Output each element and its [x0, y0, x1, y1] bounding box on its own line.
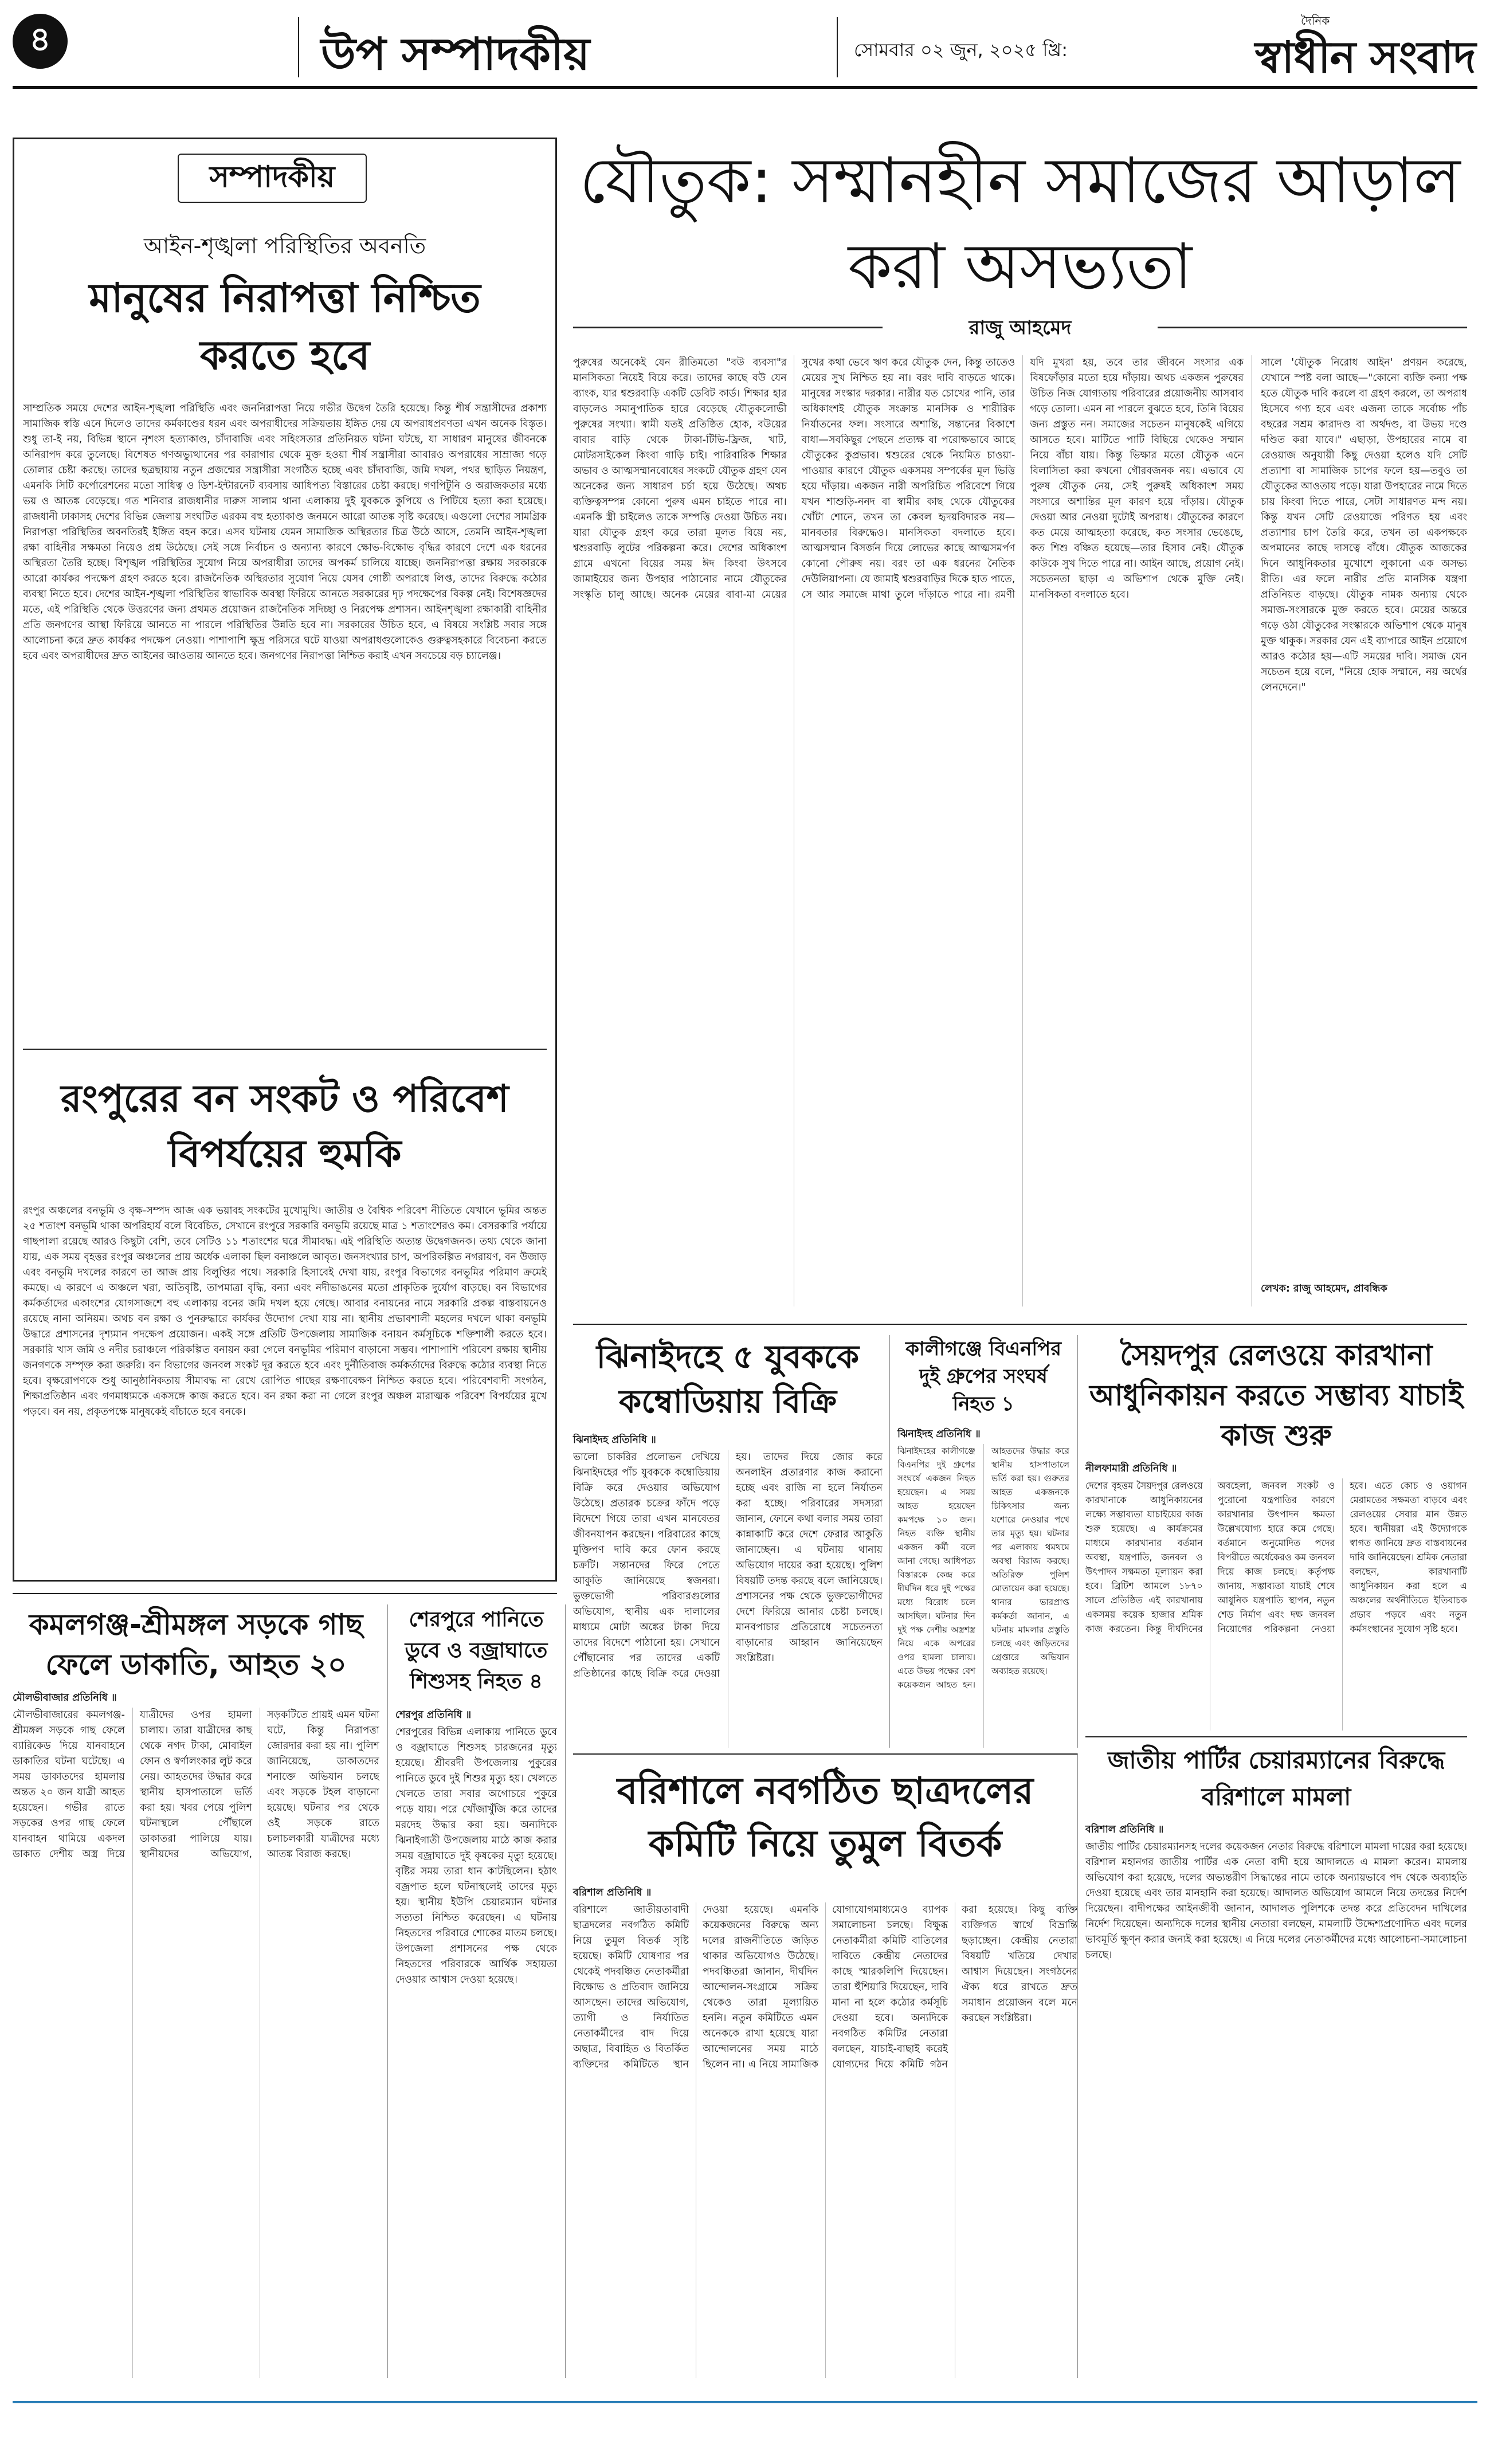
editorial-divider: [23, 1049, 547, 1050]
sherpur-dateline: শেরপুর প্রতিনিধি ॥: [395, 1709, 472, 1721]
saidpur-headline: সৈয়দপুর রেলওয়ে কারখানা আধুনিকায়ন করতে সম্ভাব্য যাচাই কাজ শুরু: [1089, 1339, 1463, 1452]
masthead-rule: [13, 86, 1477, 89]
footer-rule: [13, 2401, 1477, 2403]
barishal-headline: বরিশালে নবগঠিত ছাত্রদলের কমিটি নিয়ে তুমুল বিতর্ক: [617, 1770, 1034, 1865]
jatiya-headline: জাতীয় পার্টির চেয়ারম্যানের বিরুদ্ধে বরিশালে মামলা: [1107, 1746, 1445, 1811]
jatiya-body: জাতীয় পার্টির চেয়ারম্যানসহ দলের কয়েকজন নেতার বিরুদ্ধে বরিশালে মামলা দায়ের করা হয়েছে। বরিশাল মহানগর জাতীয় পার্টির এক নেতা বাদী হয়ে আদালতে এ মামলা করেন। মামলায় অভিযোগ করা হয়েছে, দলের অভ্যন্তরীণ সিদ্ধান্তের নামে তাকে অন্যায়ভাবে পদ থেকে অব্যাহতি দেওয়া হয়েছে এবং তার মানহানি করা হয়েছে। আদালত অভিযোগ আমলে নিয়ে তদন্তের নির্দেশ দিয়েছেন। বাদীপক্ষের আইনজীবী জানান, আদালত পুলিশকে তদন্ত করে প্রতিবেদন দাখিলের নির্দেশ দিয়েছেন। অন্যদিকে দলের স্থানীয় নেতারা বলছেন, মামলাটি উদ্দেশ্যপ্রণোদিত এবং দলের ভাবমূর্তি ক্ষুণ্ন করার জন্যই করা হয়েছে। এ নিয়ে দলের নেতাকর্মীদের মধ্যে আলোচনা-সমালোচনা চলছে।: [1085, 1841, 1467, 1961]
kamalganj-dateline: মৌলভীবাজার প্রতিনিধি ॥: [13, 1692, 117, 1704]
middle-bottom-rule: [1085, 1736, 1467, 1737]
dowry-headline: যৌতুক: সম্মানহীন সমাজের আড়াল করা অসভ্যতা: [579, 144, 1461, 303]
forest-headline: রংপুরের বন সংকট ও পরিবেশ বিপর্যয়ের হুমকি: [61, 1077, 509, 1176]
jhenaidah-body: ভালো চাকরির প্রলোভন দেখিয়ে ঝিনাইদহের পাঁচ যুবককে কম্বোডিয়ায় বিক্রি করে দেওয়ার অভিযোগ উঠেছে। প্রতারক চক্রের ফাঁদে পড়ে বিদেশে গিয়ে তারা এখন মানবেতর জীবনযাপন করছেন। পরিবারের কাছে মুক্তিপণ দাবি করে ফোন করছে চক্রটি। সন্তানদের ফিরে পেতে আকুতি জানিয়েছে স্বজনরা। ভুক্তভোগী পরিবারগুলোর অভিযোগ, স্থানীয় এক দালালের মাধ্যমে মোটা অঙ্কের টাকা দিয়ে তাদের বিদেশে পাঠানো হয়। সেখানে পৌঁছানোর পর তাদের একটি প্রতিষ্ঠানের কাছে বিক্রি করে দেওয়া হয়। তাদের দিয়ে জোর করে অনলাইন প্রতারণার কাজ করানো হচ্ছে এবং রাজি না হলে নির্যাতন করা হচ্ছে। পরিবারের সদস্যরা জানান, ফোনে কথা বলার সময় তারা কান্নাকাটি করে দেশে ফেরার আকুতি জানাচ্ছেন। এ ঘটনায় থানায় অভিযোগ দায়ের করা হয়েছে। পুলিশ বিষয়টি তদন্ত করছে বলে জানিয়েছে। প্রশাসনের পক্ষ থেকে ভুক্তভোগীদের দেশে ফিরিয়ে আনার চেষ্টা চলছে। মানবপাচার প্রতিরোধে সচেতনতা বাড়ানোর আহ্বান জানিয়েছেন সংশ্লিষ্টরা।: [573, 1451, 883, 1680]
masthead-divider-right: [837, 17, 838, 77]
editorial-kicker: আইন-শৃঙ্খলা পরিস্থিতির অবনতি: [143, 233, 426, 258]
editorial-headline: মানুষের নিরাপত্তা নিশ্চিত করতে হবে: [89, 274, 481, 379]
page-number: ৪: [13, 14, 68, 69]
col-divider-5: [1077, 1753, 1078, 2378]
col-divider-3: [387, 1604, 388, 2378]
paper-tagline: দৈনিক: [1301, 14, 1330, 28]
barishal-dateline: বরিশাল প্রতিনিধি ॥: [573, 1887, 652, 1898]
dowry-bottom-rule: [573, 1324, 1467, 1325]
kaliganj-headline: কালীগঞ্জে বিএনপির দুই গ্রুপের সংঘর্ষ নিহত ১: [905, 1337, 1061, 1415]
kamalganj-body: মৌলভীবাজারের কমলগঞ্জ-শ্রীমঙ্গল সড়কে গাছ ফেলে ব্যারিকেড দিয়ে যানবাহনে ডাকাতির ঘটনা ঘটেছে। এ সময় ডাকাতদের হামলায় অন্তত ২০ জন যাত্রী আহত হয়েছেন। গভীর রাতে সড়কের ওপর গাছ ফেলে যানবাহন থামিয়ে একদল ডাকাত দেশীয় অস্ত্র দিয়ে যাত্রীদের ওপর হামলা চালায়। তারা যাত্রীদের কাছ থেকে নগদ টাকা, মোবাইল ফোন ও স্বর্ণালংকার লুট করে নেয়। আহতদের উদ্ধার করে স্থানীয় হাসপাতালে ভর্তি করা হয়। খবর পেয়ে পুলিশ ঘটনাস্থলে পৌঁছালে ডাকাতরা পালিয়ে যায়। স্থানীয়দের অভিযোগ, সড়কটিতে প্রায়ই এমন ঘটনা ঘটে, কিন্তু নিরাপত্তা জোরদার করা হয় না। পুলিশ জানিয়েছে, ডাকাতদের শনাক্তে অভিযান চলছে এবং সড়কে টহল বাড়ানো হয়েছে। ঘটনার পর থেকে ওই সড়কে রাতে চলাচলকারী যাত্রীদের মধ্যে আতঙ্ক বিরাজ করছে।: [13, 1709, 379, 1860]
dowry-author: রাজু আহমেদ: [883, 314, 1158, 342]
sherpur-headline: শেরপুরে পানিতে ডুবে ও বজ্রাঘাতে শিশুসহ নিহত ৪: [405, 1608, 548, 1693]
col-divider-1: [889, 1335, 890, 1748]
saidpur-body: দেশের বৃহত্তম সৈয়দপুর রেলওয়ে কারখানাকে আধুনিকায়নের লক্ষ্যে সম্ভাব্যতা যাচাইয়ের কাজ শুরু হয়েছে। এ কার্যক্রমের মাধ্যমে কারখানার বর্তমান অবস্থা, যন্ত্রপাতি, জনবল ও উৎপাদন সক্ষমতা মূল্যায়ন করা হবে। ব্রিটিশ আমলে ১৮৭০ সালে প্রতিষ্ঠিত এই কারখানায় একসময় কয়েক হাজার শ্রমিক কাজ করতেন। কিন্তু দীর্ঘদিনের অবহেলা, জনবল সংকট ও পুরোনো যন্ত্রপাতির কারণে কারখানার উৎপাদন ক্ষমতা উল্লেখযোগ্য হারে কমে গেছে। বর্তমানে অনুমোদিত পদের বিপরীতে অর্ধেকেরও কম জনবল দিয়ে কাজ চলছে। কর্তৃপক্ষ জানায়, সম্ভাব্যতা যাচাই শেষে আধুনিক যন্ত্রপাতি স্থাপন, নতুন শেড নির্মাণ এবং দক্ষ জনবল নিয়োগের পরিকল্পনা নেওয়া হবে। এতে কোচ ও ওয়াগন মেরামতের সক্ষমতা বাড়বে এবং রেলওয়ের সেবার মান উন্নত হবে। স্থানীয়রা এই উদ্যোগকে স্বাগত জানিয়ে দ্রুত বাস্তবায়নের দাবি জানিয়েছেন। শ্রমিক নেতারা বলছেন, কারখানাটি আধুনিকায়ন করা হলে এ অঞ্চলের অর্থনীতিতে ইতিবাচক প্রভাব পড়বে এবং নতুন কর্মসংস্থানের সুযোগ সৃষ্টি হবে।: [1085, 1480, 1467, 1634]
barishal-body: বরিশালে জাতীয়তাবাদী ছাত্রদলের নবগঠিত কমিটি নিয়ে তুমুল বিতর্ক সৃষ্টি হয়েছে। কমিটি ঘোষণার পর থেকেই পদবঞ্চিত নেতাকর্মীরা বিক্ষোভ ও প্রতিবাদ জানিয়ে আসছেন। তাদের অভিযোগ, ত্যাগী ও নির্যাতিত নেতাকর্মীদের বাদ দিয়ে অছাত্র, বিবাহিত ও বিতর্কিত ব্যক্তিদের কমিটিতে স্থান দেওয়া হয়েছে। এমনকি কয়েকজনের বিরুদ্ধে অন্য দলের রাজনীতিতে জড়িত থাকার অভিযোগও উঠেছে। পদবঞ্চিতরা জানান, দীর্ঘদিন আন্দোলন-সংগ্রামে সক্রিয় থেকেও তারা মূল্যায়িত হননি। নতুন কমিটিতে এমন অনেককে রাখা হয়েছে যারা আন্দোলনের সময় মাঠে ছিলেন না। এ নিয়ে সামাজিক যোগাযোগমাধ্যমেও ব্যাপক সমালোচনা চলছে। বিক্ষুব্ধ নেতাকর্মীরা কমিটি বাতিলের দাবিতে কেন্দ্রীয় নেতাদের কাছে স্মারকলিপি দিয়েছেন। তারা হুঁশিয়ারি দিয়েছেন, দাবি মানা না হলে কঠোর কর্মসূচি দেওয়া হবে। অন্যদিকে নবগঠিত কমিটির নেতারা বলছেন, যাচাই-বাছাই করেই যোগ্যদের দিয়ে কমিটি গঠন করা হয়েছে। কিছু ব্যক্তি ব্যক্তিগত স্বার্থে বিভ্রান্তি ছড়াচ্ছেন। কেন্দ্রীয় নেতারা বিষয়টি খতিয়ে দেখার আশ্বাস দিয়েছেন। সংগঠনের ঐক্য ধরে রাখতে দ্রুত সমাধান প্রয়োজন বলে মনে করছেন সংশ্লিষ্টরা।: [573, 1904, 1077, 2070]
kamalganj-headline: কমলগঞ্জ-শ্রীমঙ্গল সড়কে গাছ ফেলে ডাকাতি, আহত ২০: [29, 1608, 363, 1681]
sherpur-body: শেরপুরের বিভিন্ন এলাকায় পানিতে ডুবে ও বজ্রাঘাতে শিশুসহ চারজনের মৃত্যু হয়েছে। শ্রীবরদী উপজেলায় পুকুরের পানিতে ডুবে দুই শিশুর মৃত্যু হয়। খেলতে খেলতে তারা সবার অগোচরে পুকুরে পড়ে যায়। পরে খোঁজাখুঁজি করে তাদের মরদেহ উদ্ধার করা হয়। অন্যদিকে ঝিনাইগাতী উপজেলায় মাঠে কাজ করার সময় বজ্রাঘাতে দুই কৃষকের মৃত্যু হয়েছে। বৃষ্টির সময় তারা ধান কাটছিলেন। হঠাৎ বজ্রপাত হলে ঘটনাস্থলেই তাদের মৃত্যু হয়। স্থানীয় ইউপি চেয়ারম্যান ঘটনার সত্যতা নিশ্চিত করেছেন। এ ঘটনায় নিহতদের পরিবারে শোকের মাতম চলছে। উপজেলা প্রশাসনের পক্ষ থেকে নিহতদের পরিবারকে আর্থিক সহায়তা দেওয়ার আশ্বাস দেওয়া হয়েছে।: [395, 1727, 557, 1986]
forest-body: রংপুর অঞ্চলের বনভূমি ও বৃক্ষ-সম্পদ আজ এক ভয়াবহ সংকটের মুখোমুখি। জাতীয় ও বৈশ্বিক পরিবেশ নীতিতে যেখানে ভূমির অন্তত ২৫ শতাংশ বনভূমি থাকা অপরিহার্য বলে বিবেচিত, সেখানে রংপুরে সরকারি বনভূমি রয়েছে মাত্র ১ শতাংশেরও কম। বেসরকারি পর্যায়ে গাছপালা রয়েছে আরও কিছুটা বেশি, তবে সেটিও ১১ শতাংশের ঘরে সীমাবদ্ধ। এই পরিস্থিতি অত্যন্ত উদ্বেগজনক। তথ্য থেকে জানা যায়, এক সময় বৃহত্তর রংপুর অঞ্চলের প্রায় অর্ধেক এলাকা ছিল বনাঞ্চলে আবৃত। জনসংখ্যার চাপ, অপরিকল্পিত নগরায়ণ, বন উজাড় এবং বনভূমি দখলের কারণে তা আজ প্রায় বিলুপ্তির পথে। সরকারি হিসাবেই দেখা যায়, রংপুর বিভাগের বনভূমির পরিমাণ ক্রমেই কমছে। এ কারণে এ অঞ্চলে খরা, অতিবৃষ্টি, তাপমাত্রা বৃদ্ধি, বন্যা এবং নদীভাঙনের মতো প্রাকৃতিক দুর্যোগ বাড়ছে। বন বিভাগের কর্মকর্তাদের একাংশের যোগসাজশে বহু এলাকায় বনের জমি দখল হয়ে গেছে। আবার বনায়নের নামে সরকারি প্রকল্প বাস্তবায়নেও রয়েছে নানা অনিয়ম। অথচ বন রক্ষা ও পুনরুদ্ধারে কার্যকর উদ্যোগ দেখা যায় না। স্থানীয় প্রভাবশালী মহলের দখলে থাকা বনভূমি উদ্ধারে প্রশাসনের দৃশ্যমান পদক্ষেপ প্রয়োজন। একই সঙ্গে প্রতিটি উপজেলায় সামাজিক বনায়ন কর্মসূচিকে শক্তিশালী করতে হবে। সরকারি খাস জমি ও নদীর চরাঞ্চলে পরিকল্পিত বনায়ন করা গেলে বনভূমির পরিমাণ বাড়ানো সম্ভব। পাশাপাশি পরিবেশ রক্ষায় স্থানীয় জনগণকে সম্পৃক্ত করা জরুরি। বন বিভাগের জনবল সংকট দূর করতে হবে এবং দুর্নীতিবাজ কর্মকর্তাদের বিরুদ্ধে কঠোর ব্যবস্থা নিতে হবে। বৃক্ষরোপণকে শুধু আনুষ্ঠানিকতায় সীমাবদ্ধ না রেখে রোপিত গাছের রক্ষণাবেক্ষণ নিশ্চিত করতে হবে। পরিবেশবাদী সংগঠন, শিক্ষাপ্রতিষ্ঠান এবং গণমাধ্যমকে একসঙ্গে কাজ করতে হবে। বন রক্ষা করা না গেলে রংপুর অঞ্চল মারাত্মক পরিবেশ বিপর্যয়ের মুখে পড়বে। বন নয়, প্রকৃতপক্ষে মানুষকেই বাঁচাতে হবে বনকে।: [23, 1205, 547, 1418]
barishal-top-rule: [573, 1753, 1077, 1755]
jatiya-dateline: বরিশাল প্রতিনিধি ॥: [1085, 1824, 1164, 1835]
paper-logo: স্বাধীন সংবাদ: [1255, 32, 1476, 83]
issue-date: সোমবার ০২ জুন, ২০২৫ খ্রি:: [854, 39, 1068, 61]
editorial-body: সাম্প্রতিক সময়ে দেশের আইন-শৃঙ্খলা পরিস্থিতি এবং জননিরাপত্তা নিয়ে গভীর উদ্বেগ তৈরি হয়েছে। কিন্তু শীর্ষ সন্ত্রাসীদের প্রকাশ্য সামাজিক স্বস্তি এনে দিলেও তাদের কর্মকাণ্ডের ধরন এবং অপরাধীদের সক্রিয়তায় ইঙ্গিত দেয় যে অপরাধপ্রবণতা এখন অনেক বিস্তৃত। শুধু তা-ই নয়, বিভিন্ন স্থানে নৃশংস হত্যাকাণ্ড, চাঁদাবাজি এবং সহিংসতার প্রতিনিয়ত ঘটনা ঘটছে, যা সাধারণ মানুষের জীবনকে অনিরাপদ করে তুলেছে। বিশেষত গণঅভ্যুত্থানের পর কারাগার থেকে মুক্ত হওয়া শীর্ষ সন্ত্রাসীরা আবারও অপরাধের সাম্রাজ্য গড়ে তোলার চেষ্টা করছে। তাদের ছত্রছায়ায় নতুন প্রজন্মের সন্ত্রাসীরা সংগঠিত হচ্ছে এবং চাঁদাবাজি, জমি দখল, পথর ছাড়িত নিয়ন্ত্রণ, এমনকি সিটি কর্পোরেশনের মতো সাধিত্ব ও ডিশ-ইন্টারনেট ব্যবসায় আধিপত্য বিস্তারের চেষ্টা করছে। গণপিটুনি ও অরাজকতার মধ্যে ভয় ও আতঙ্ক বেড়েছে। গত শনিবার রাজধানীর দারুস সালাম থানা এলাকায় দুই যুবককে কুপিয়ে ও পিটিয়ে হত্যা করা হয়েছে। রাজধানী ঢাকাসহ দেশের বিভিন্ন জেলায় সংঘটিত এরকম বহু হত্যাকাণ্ড জনমনে আরো আতঙ্ক সৃষ্টি করেছে। এগুলো দেশের সামগ্রিক নিরাপত্তা পরিস্থিতির অবনতিরই ইঙ্গিত বহন করে। এসব ঘটনায় যেমন সামাজিক অস্থিরতার চিত্র উঠে আসে, তেমনি আইন-শৃঙ্খলা রক্ষা বাহিনীর সক্ষমতা নিয়েও প্রশ্ন উঠেছে। সেই সঙ্গে নির্বাচন ও অন্যান্য কারণে ক্ষোভ-বিক্ষোভ বৃদ্ধির কারণে দেশে এক ধরনের অস্থিরতা তৈরি হচ্ছে। বিশৃঙ্খল পরিস্থিতির সুযোগ নিয়ে অপরাধীরা তাদের অপকর্ম চালিয়ে যাচ্ছে। জননিরাপত্তা রক্ষায় সরকারকে আরো কার্যকর পদক্ষেপ গ্রহণ করতে হবে। রাজনৈতিক অস্থিরতার সুযোগ নিয়ে যেসব গোষ্ঠী অপরাধে লিপ্ত, তাদের বিরুদ্ধে কঠোর ব্যবস্থা নিতে হবে। দেশের আইন-শৃঙ্খলা পরিস্থিতির স্বাভাবিক অবস্থা ফিরিয়ে আনতে সরকারের দৃঢ় পদক্ষেপের বিকল্প নেই। বিশেষজ্ঞদের মতে, এই পরিস্থিতি থেকে উত্তরণের জন্য প্রথমত প্রয়োজন রাজনৈতিক সদিচ্ছা ও নিরপেক্ষ প্রশাসন। আইনশৃঙ্খলা রক্ষাকারী বাহিনীর প্রতি জনগণের আস্থা ফিরিয়ে আনতে না পারলে পরিস্থিতির উন্নতি হবে না। সরকারের উচিত হবে, এ বিষয়ে সংশ্লিষ্ট সবার সঙ্গে আলোচনা করে দ্রুত কার্যকর পদক্ষেপ নেওয়া। পাশাপাশি ক্ষুদ্র পরিসরে ঘটে যাওয়া অপরাধগুলোকেও গুরুত্বসহকারে বিবেচনা করতে হবে এবং অপরাধীদের দ্রুত আইনের আওতায় আনতে হবে। জনগণের নিরাপত্তা নিশ্চিত করাই এখন সবচেয়ে বড় চ্যালেঞ্জ।: [23, 403, 547, 662]
section-title: উপ সম্পাদকীয়: [321, 29, 590, 80]
col-divider-4: [565, 1604, 566, 2378]
editorial-label: সম্পাদকীয়: [178, 154, 367, 203]
masthead-divider-left: [298, 17, 299, 77]
jhenaidah-headline: ঝিনাইদহে ৫ যুবককে কম্বোডিয়ায় বিক্রি: [596, 1339, 860, 1421]
col-divider-2: [1077, 1335, 1078, 1748]
dowry-sidebar: সালে 'যৌতুক নিরোধ আইন' প্রণয়ন করেছে, যেখানে স্পষ্ট বলা আছে—"কোনো ব্যক্তি কন্যা পক্ষ হতে যৌতুক দাবি করলে বা গ্রহণ করলে, তা অপরাধ হিসেবে গণ্য হবে এবং এজন্য তাকে সর্বোচ্চ পাঁচ বছরের সশ্রম কারাদণ্ড বা অর্থদণ্ড, বা উভয় দণ্ডে দণ্ডিত করা যাবে।" এছাড়া, উপহারের নামে বা রেওয়াজ অনুযায়ী কিছু দেওয়া হলেও যদি সেটি প্রত্যাশা বা সামাজিক চাপের ফলে হয়—তবুও তা যৌতুকের আওতায় পড়ে। যারা উপহারের নামে দিতে চায় কিংবা দিতে পারে, সেটা সাধারণত মন্দ নয়। কিন্তু যখন সেটি রেওয়াজে পরিণত হয় এবং প্রত্যাশার চাপ তৈরি করে, তখন তা একপক্ষকে অপমানের কাছে দাসত্বে বাঁধে। যৌতুক আজকের দিনে আধুনিকতার মুখোশে লুকানো এক অসভ্য রীতি। এর ফলে নারীর প্রতি মানসিক যন্ত্রণা প্রতিনিয়ত বাড়ছে। যৌতুক নামক অন্যায় থেকে সমাজ-সংসারকে মুক্ত করতে হবে। মেয়ের অন্তরে গড়ে ওঠা যৌতুকের সংস্কারকে অভিশাপ থেকে মানুষ মুক্ত থাকুক। সরকার যেন এই ব্যাপারে আইন প্রয়োগে আরও কঠোর হয়—এটি সময়ের দাবি। সমাজ যেন সচেতন হয়ে বলে, "নিয়ে হোক সম্মানে, নয় অর্থের লেনদেনে।": [1261, 357, 1467, 693]
kaliganj-body: ঝিনাইদহের কালীগঞ্জে বিএনপির দুই গ্রুপের সংঘর্ষে একজন নিহত হয়েছেন। এ সময় আহত হয়েছেন কমপক্ষে ১০ জন। নিহত ব্যক্তি স্থানীয় একজন কর্মী বলে জানা গেছে। আধিপত্য বিস্তারকে কেন্দ্র করে দীর্ঘদিন ধরে দুই পক্ষের মধ্যে বিরোধ চলে আসছিল। ঘটনার দিন দুই পক্ষ দেশীয় অস্ত্রশস্ত্র নিয়ে একে অপরের ওপর হামলা চালায়। এতে উভয় পক্ষের বেশ কয়েকজন আহত হন। আহতদের উদ্ধার করে স্থানীয় হাসপাতালে ভর্তি করা হয়। গুরুতর আহত একজনকে চিকিৎসার জন্য যশোরে নেওয়ার পথে তার মৃত্যু হয়। ঘটনার পর এলাকায় থমথমে অবস্থা বিরাজ করছে। অতিরিক্ত পুলিশ মোতায়েন করা হয়েছে। থানার ভারপ্রাপ্ত কর্মকর্তা জানান, এ ঘটনায় মামলার প্রস্তুতি চলছে এবং জড়িতদের গ্রেপ্তারে অভিযান অব্যাহত রয়েছে।: [897, 1446, 1069, 1690]
jhenaidah-dateline: ঝিনাইদহ প্রতিনিধি ॥: [573, 1434, 656, 1446]
saidpur-dateline: নীলফামারী প্রতিনিধি ॥: [1085, 1463, 1177, 1474]
bottom-left-rule: [13, 1593, 557, 1594]
dowry-body: পুরুষের অনেকেই যেন রীতিমতো "বউ ব্যবসা"র মানসিকতা নিয়েই বিয়ে করে। তাদের কাছে বউ যেন ব্যাংক, যার শ্বশুরবাড়ি একটি ডেবিট কার্ড। শিক্ষার হার বাড়লেও সমানুপাতিক হারে বেড়েছে যৌতুকলোভী পুরুষের সংখ্যা। স্বামী যতই প্রতিষ্ঠিত হোক, বউয়ের বাবার বাড়ি থেকে টাকা-টিভি-ফ্রিজ, খাট, মোটরসাইকেল কিংবা গাড়ি চাই। পারিবারিক শিক্ষার অভাব ও আত্মসম্মানবোধের সংকটে যৌতুক গ্রহণ যেন অনেকের জন্য সাধারণ চর্চা হয়ে উঠেছে। অথচ ব্যক্তিত্বসম্পন্ন কোনো পুরুষ এমন চাইতে পারে না। এমনকি স্ত্রী চাইলেও তাকে সম্পত্তি দেওয়া উচিত নয়। যারা যৌতুক গ্রহণ করে তারা মূলত বিয়ে নয়, শ্বশুরবাড়ি লুটের পরিকল্পনা করে। দেশের অধিকাংশ গ্রামে এখনো বিয়ের সময় ঈদ কিংবা উৎসবে জামাইয়ের জন্য উপহার পাঠানোর নামে যৌতুকের সংস্কৃতি চালু আছে। অনেক মেয়ের বাবা-মা মেয়ের সুখের কথা ভেবে ঋণ করে যৌতুক দেন, কিন্তু তাতেও মেয়ের সুখ নিশ্চিত হয় না। বরং দাবি বাড়তে থাকে। মানুষের সংস্কার দরকার। নারীর যত চোখের পানি, তার অধিকাংশই যৌতুক সংক্রান্ত মানসিক ও শারীরিক নির্যাতনের ফল। সংসারে অশান্তি, সন্তানের বিকাশে বাধা—সবকিছুর পেছনে প্রত্যক্ষ বা পরোক্ষভাবে আছে যৌতুকের কুপ্রভাব। শ্বশুরের থেকে নিয়মিত চাওয়া-পাওয়ার কারণে যৌতুক একসময় সম্পর্কের মূল ভিত্তি হয়ে দাঁড়ায়। একজন নারী অপরিচিত পরিবেশে গিয়ে যখন শাশুড়ি-ননদ বা স্বামীর কাছ থেকে যৌতুকের খোঁটা শোনে, তখন তা কেবল হৃদয়বিদারক নয়—মানবতার বিরুদ্ধেও। মানসিকতা বদলাতে হবে। আত্মসম্মান বিসর্জন দিয়ে লোভের কাছে আত্মসমর্পণ কোনো পৌরুষ নয়। বরং তা এক ধরনের নৈতিক দেউলিয়াপনা। যে জামাই শ্বশুরবাড়ির দিকে হাত পাতে, সে আর সমাজে মাথা তুলে দাঁড়াতে পারে না। রমণী যদি মুখরা হয়, তবে তার জীবনে সংসার এক বিষফোঁড়ার মতো হয়ে দাঁড়ায়। অথচ একজন পুরুষের উচিত নিজ যোগ্যতায় পরিবারের প্রয়োজনীয় আসবাব গড়ে তোলা। এমন না পারলে বুঝতে হবে, তিনি বিয়ের জন্য প্রস্তুত নন। সমাজের সচেতন মানুষকেই এগিয়ে আসতে হবে। মাটিতে পাটি বিছিয়ে থেকেও সম্মান নিয়ে বাঁচা যায়। কিন্তু ভিক্ষার মতো যৌতুক এনে বিলাসিতা করা কখনো গৌরবজনক নয়। এভাবে যে পুরুষ যৌতুক নেয়, সেই পুরুষই অধিকাংশ সময় সংসারে অশান্তির মূল কারণ হয়ে দাঁড়ায়। যৌতুক দেওয়া আর নেওয়া দুটোই অপরাধ। যৌতুকের কারণে কত মেয়ে আত্মহত্যা করেছে, কত সংসার ভেঙেছে, কত শিশু বঞ্চিত হয়েছে—তার হিসাব নেই। যৌতুক কাউকে সুখ দিতে পারে না। আইন আছে, প্রয়োগ নেই। সচেতনতা ছাড়া এ অভিশাপ থেকে মুক্তি নেই। মানসিকতা বদলাতে হবে।: [573, 357, 1244, 601]
kaliganj-dateline: ঝিনাইদহ প্রতিনিধি ॥: [897, 1429, 981, 1440]
dowry-sidebar-author: লেখক: রাজু আহমেদ, প্রাবন্ধিক: [1261, 1283, 1387, 1294]
